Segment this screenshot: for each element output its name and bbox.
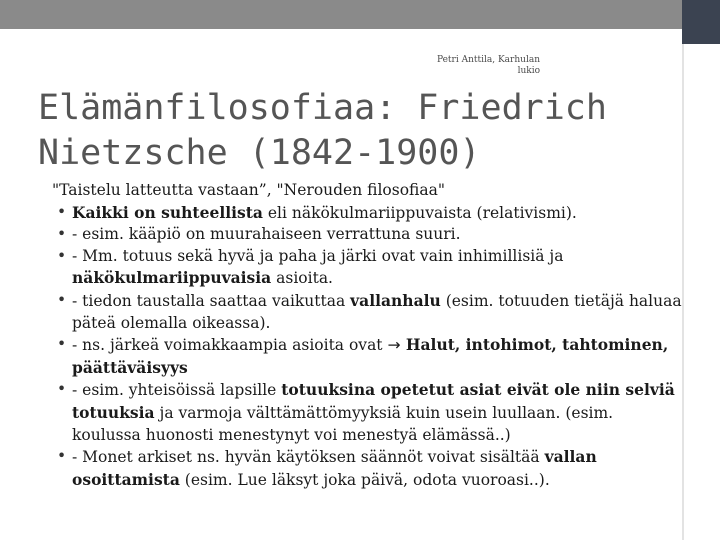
bullet-marker: • (57, 202, 67, 221)
bullet-item (52, 334, 682, 379)
bullet-text: asioita. (271, 269, 333, 288)
bullet-marker: • (57, 447, 67, 466)
bullet-text: - esim. yhteisöissä lapsille (72, 381, 282, 400)
slide-title (38, 86, 658, 176)
author-note (430, 55, 540, 77)
bullet-text-bold: Kaikki on suhteellista (72, 202, 263, 222)
author-line-2: lukio (517, 66, 540, 76)
bullet-text: (esim. totuuden tietäjä haluaa päteä olemalla oikeassa). (72, 291, 682, 332)
bullet-text-bold: Halut, intohimot, tahtominen, päättäväisyys (72, 335, 669, 377)
intro-line: "Taistelu latteutta vastaan”, "Nerouden filosofiaa" (52, 181, 446, 199)
bullet-item (52, 202, 682, 225)
bullet-text: - esim. kääpiö on muurahaiseen verrattuna suuri. (72, 225, 461, 244)
slide-title-line-2: Nietzsche (1842-1900) (38, 133, 481, 173)
top-bar-right-block (682, 0, 720, 44)
bullet-item (52, 246, 682, 290)
bullet-item (52, 379, 682, 446)
bullet-marker: • (57, 246, 67, 265)
bullet-item (52, 446, 682, 491)
bullet-text-bold: totuuksina opetetut asiat eivät ole niin selviä totuuksia (72, 380, 675, 422)
bullet-marker: • (57, 335, 67, 354)
bullet-text-bold: vallanhalu (350, 290, 441, 310)
bullet-text: - ns. järkeä voimakkaampia asioita ovat (72, 336, 388, 355)
right-rule (682, 44, 684, 540)
bullet-item (52, 224, 682, 246)
bullet-marker: • (57, 225, 67, 244)
bullet-text-bold: vallan osoittamista (72, 447, 597, 489)
bullet-text: - tiedon taustalla saattaa vaikuttaa (72, 291, 351, 310)
slide-body (52, 180, 682, 491)
arrow-right-icon: → (387, 336, 401, 355)
bullet-text-bold: näkökulmariippuvaisia (72, 268, 272, 288)
author-line-1: Petri Anttila, Karhulan (436, 55, 540, 65)
bullet-text: (esim. Lue läksyt joka päivä, odota vuoroasi..). (179, 470, 550, 489)
top-bar-left (0, 0, 682, 29)
bullet-text: - Mm. totuus sekä hyvä ja paha ja järki ovat vain inhimillisiä ja (72, 246, 564, 265)
bullet-marker: • (57, 380, 67, 399)
bullet-list (52, 202, 682, 492)
slide-title-line-1: Elämänfilosofiaa: Friedrich (38, 88, 607, 128)
bullet-marker: • (57, 290, 67, 309)
bullet-text: ja varmoja välttämättömyyksiä kuin usein luullaan. (esim. koulussa huonosti menestynyt voi menestyä elämässä..) (72, 403, 614, 444)
bullet-text: - Monet arkiset ns. hyvän käytöksen säännöt voivat sisältää (72, 448, 545, 467)
bullet-item (52, 290, 682, 334)
bullet-text: eli näkökulmariippuvaista (relativismi). (262, 203, 577, 222)
